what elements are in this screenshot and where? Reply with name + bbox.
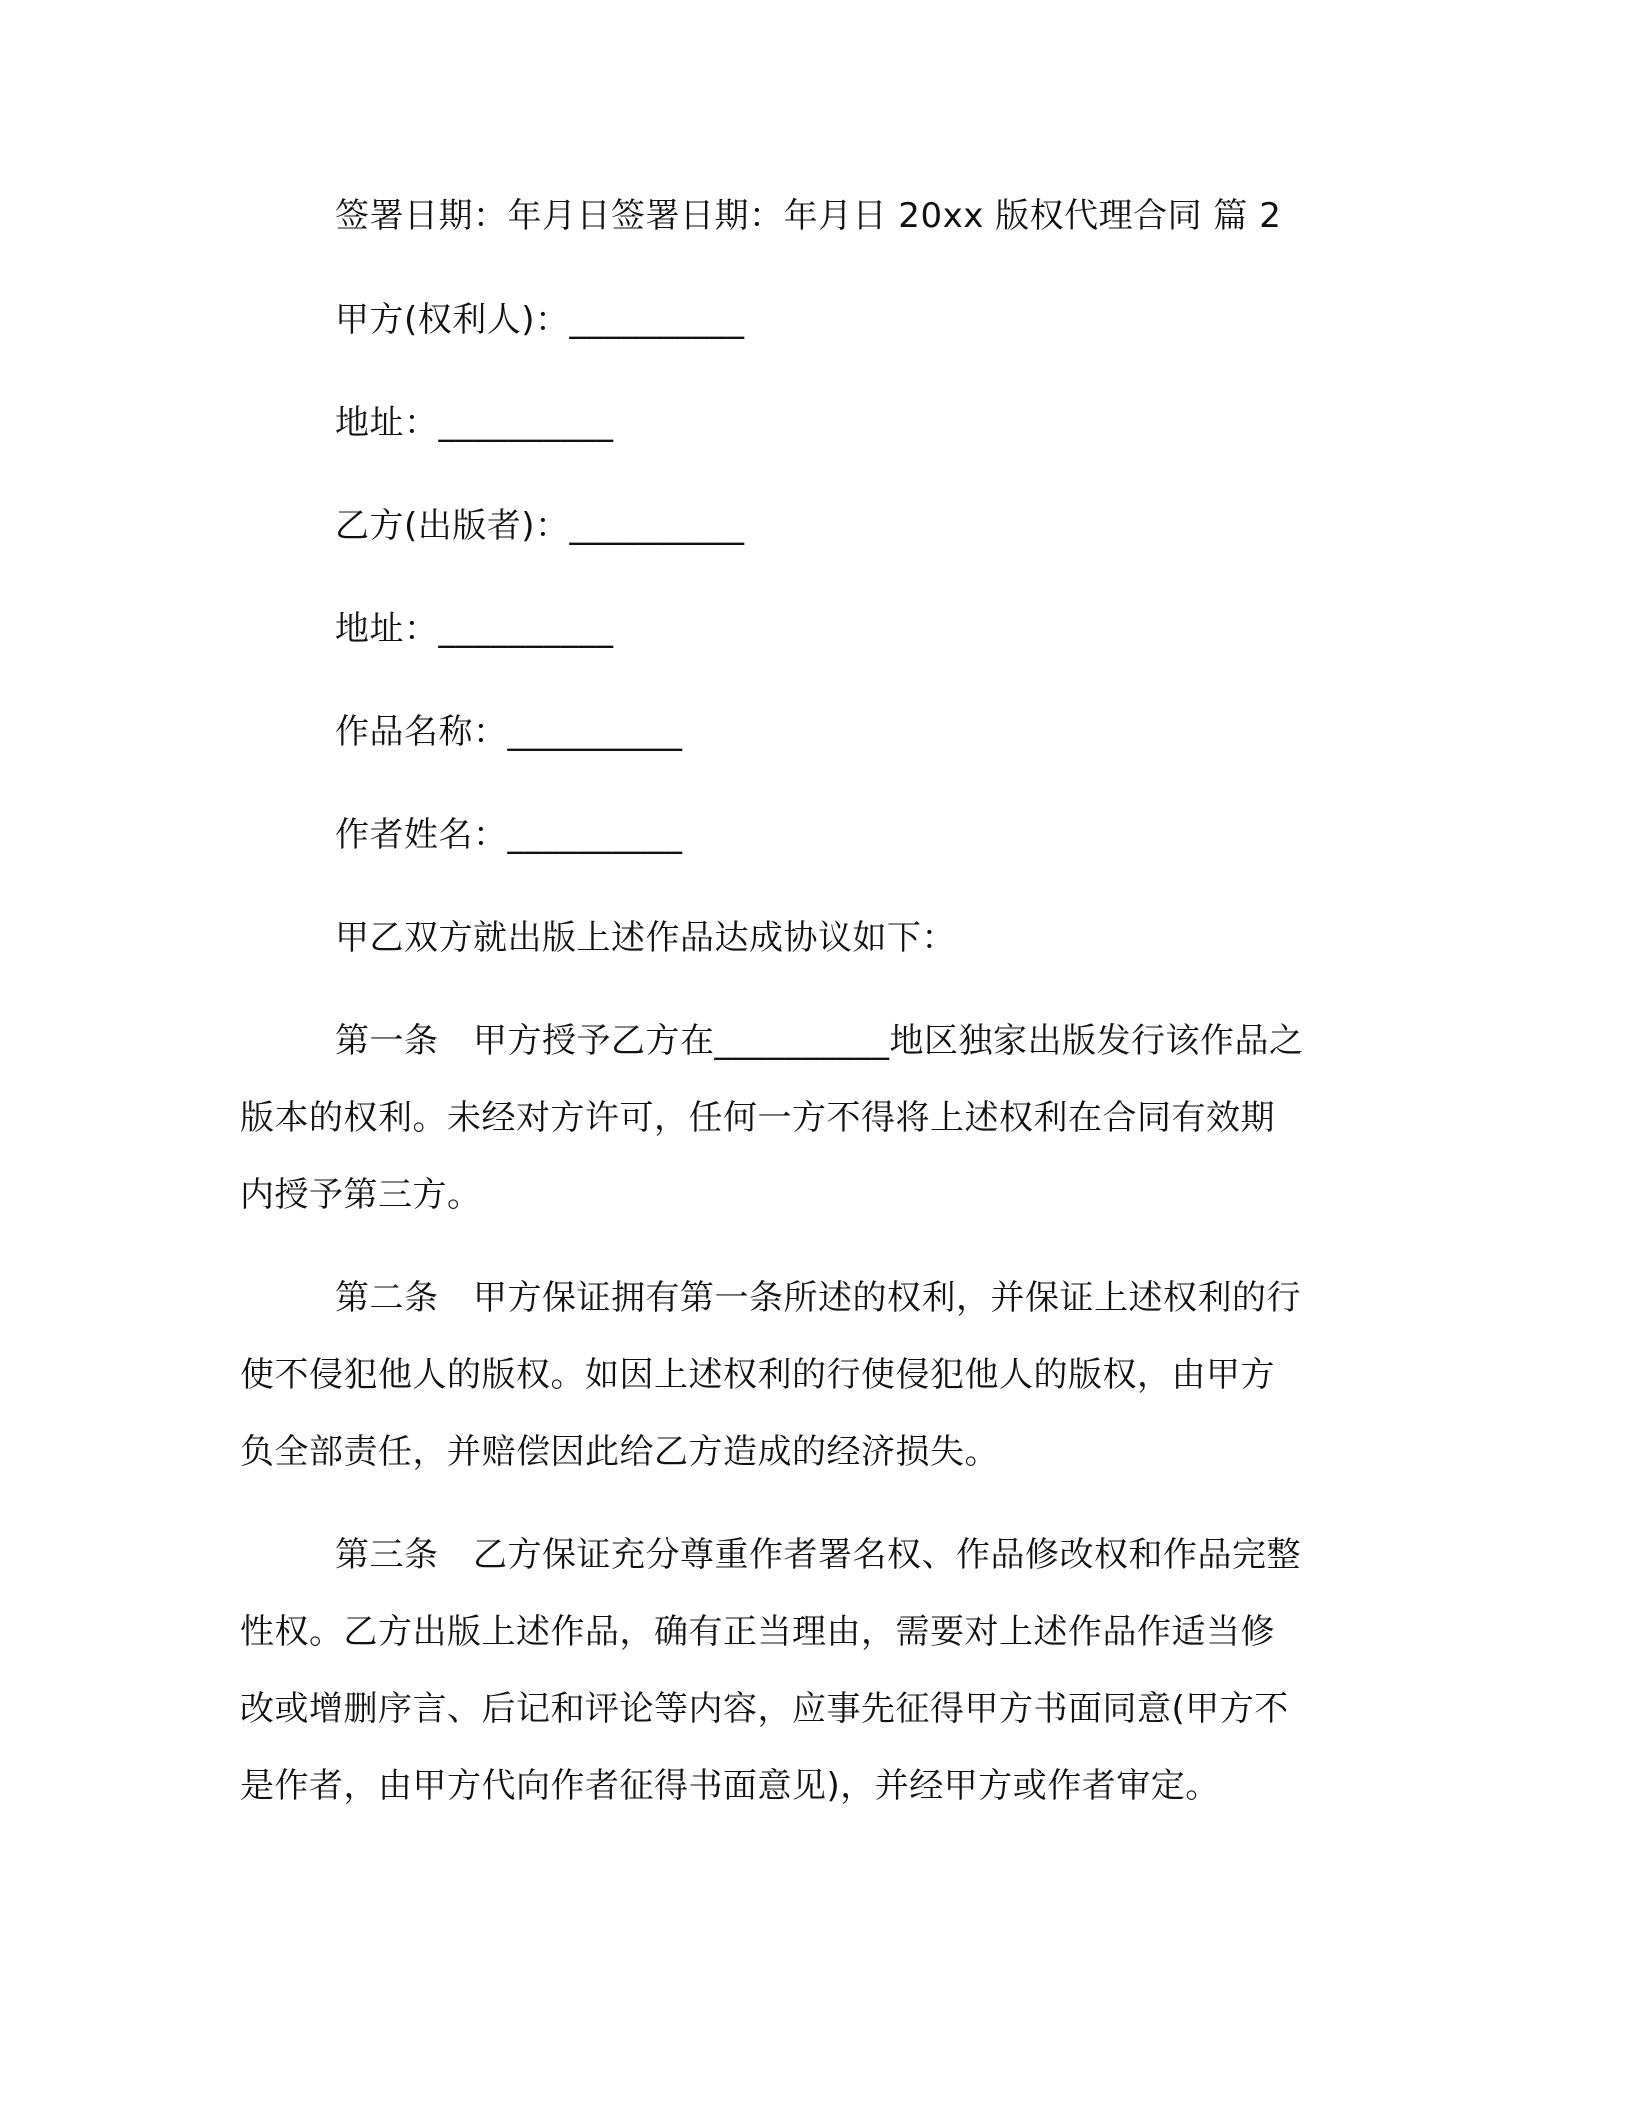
article-1-line-1: 第一条 甲方授予乙方在__________地区独家出版发行该作品之 bbox=[335, 1021, 1304, 1061]
article-3-line-1: 第三条 乙方保证充分尊重作者署名权、作品修改权和作品完整 bbox=[335, 1535, 1301, 1575]
article-2-line-2: 使不侵犯他人的版权。如因上述权利的行使侵犯他人的版权，由甲方 bbox=[240, 1355, 1275, 1395]
party-b-field: 乙方(出版者)：__________ bbox=[335, 506, 745, 546]
author-name-field: 作者姓名：__________ bbox=[335, 815, 683, 855]
party-a-address-field: 地址：__________ bbox=[335, 403, 614, 443]
article-2-line-1: 第二条 甲方保证拥有第一条所述的权利，并保证上述权利的行 bbox=[335, 1278, 1301, 1318]
article-1-line-3: 内授予第三方。 bbox=[240, 1175, 482, 1215]
article-1-line-2: 版本的权利。未经对方许可，任何一方不得将上述权利在合同有效期 bbox=[240, 1098, 1275, 1138]
article-2-line-3: 负全部责任，并赔偿因此给乙方造成的经济损失。 bbox=[240, 1432, 999, 1472]
party-a-field: 甲方(权利人)：__________ bbox=[335, 300, 745, 340]
article-3-line-2: 性权。乙方出版上述作品，确有正当理由，需要对上述作品作适当修 bbox=[240, 1612, 1275, 1652]
article-3-line-3: 改或增删序言、后记和评论等内容，应事先征得甲方书面同意(甲方不 bbox=[240, 1689, 1289, 1729]
signing-date-heading: 签署日期：年月日签署日期：年月日 20xx 版权代理合同 篇 2 bbox=[335, 196, 1282, 236]
agreement-intro: 甲乙双方就出版上述作品达成协议如下： bbox=[335, 918, 956, 958]
party-b-address-field: 地址：__________ bbox=[335, 609, 614, 649]
article-3-line-4: 是作者，由甲方代向作者征得书面意见)，并经甲方或作者审定。 bbox=[240, 1766, 1220, 1806]
work-title-field: 作品名称：__________ bbox=[335, 712, 683, 752]
